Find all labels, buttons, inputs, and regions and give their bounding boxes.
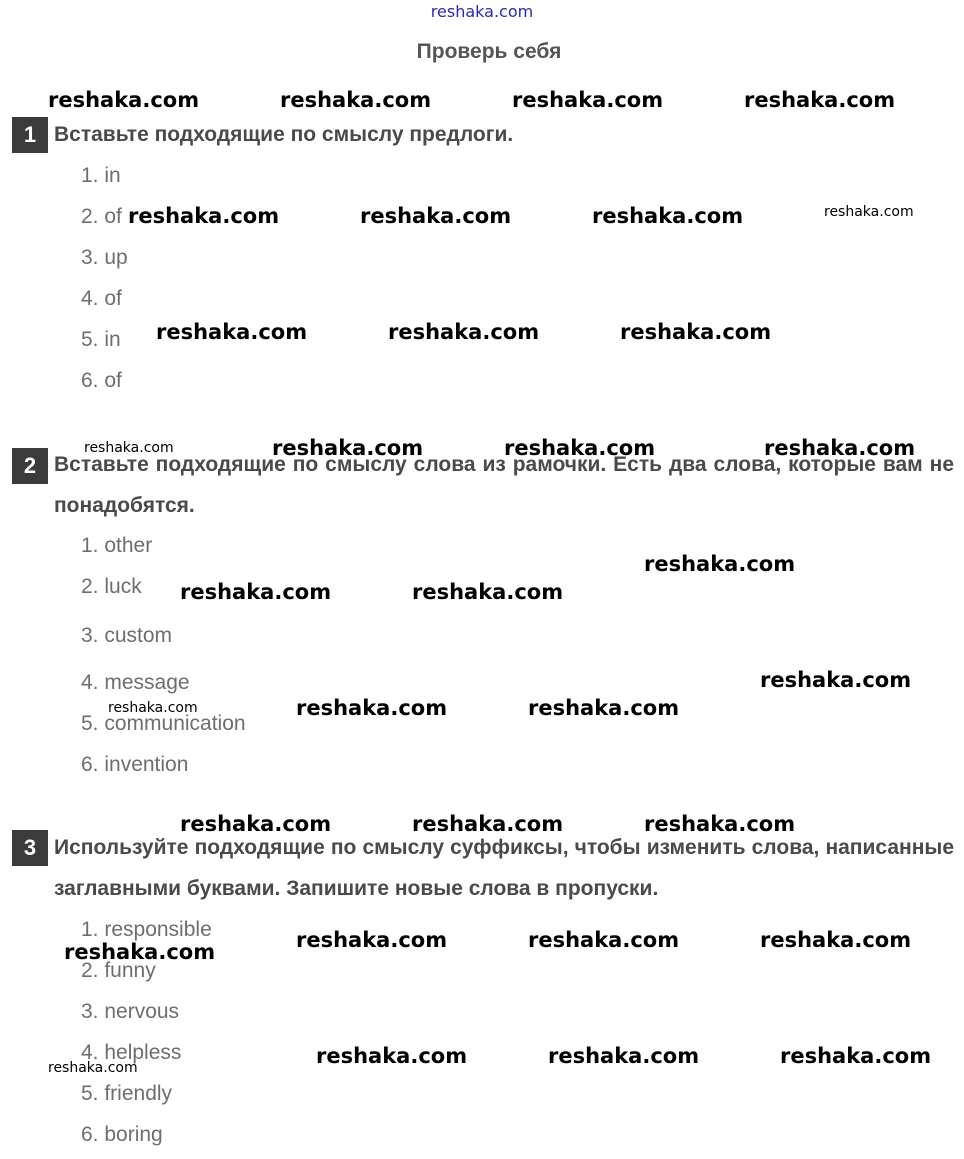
site-link[interactable]: reshaka.com	[430, 2, 534, 21]
answer-item: 5. communication	[81, 712, 246, 735]
answer-item: 3. nervous	[81, 1000, 180, 1023]
page-title: Проверь себя	[416, 40, 562, 63]
watermark: reshaka.com	[280, 88, 432, 112]
task-instruction: Вставьте подходящие по смыслу слова из рамочки. Есть два слова, которые вам не понадобятся.	[54, 453, 954, 517]
answer-item: 6. boring	[81, 1123, 163, 1146]
answer-item: 1. in	[81, 164, 121, 187]
watermark: reshaka.com	[360, 204, 512, 228]
answer-item: 2. luck	[81, 575, 142, 598]
answer-item: 4. of	[81, 287, 122, 310]
watermark: reshaka.com	[48, 1060, 138, 1076]
watermark: reshaka.com	[744, 88, 896, 112]
watermark: reshaka.com	[644, 552, 796, 576]
watermark: reshaka.com	[128, 204, 280, 228]
watermark: reshaka.com	[180, 812, 332, 836]
watermark: reshaka.com	[764, 436, 916, 460]
answer-item: 3. up	[81, 246, 128, 269]
answer-item: 4. helpless	[81, 1041, 182, 1064]
task-instruction: Вставьте подходящие по смыслу предлоги.	[54, 123, 514, 146]
watermark: reshaka.com	[528, 928, 680, 952]
watermark: reshaka.com	[760, 928, 912, 952]
watermark: reshaka.com	[296, 696, 448, 720]
watermark: reshaka.com	[780, 1044, 932, 1068]
watermark: reshaka.com	[156, 320, 308, 344]
answer-item: 1. responsible	[81, 918, 212, 941]
watermark: reshaka.com	[412, 812, 564, 836]
watermark: reshaka.com	[48, 88, 200, 112]
task-number-badge: 3	[12, 830, 48, 866]
watermark: reshaka.com	[108, 700, 198, 716]
watermark: reshaka.com	[272, 436, 424, 460]
answer-item: 5. in	[81, 328, 121, 351]
watermark: reshaka.com	[504, 436, 656, 460]
answer-item: 6. of	[81, 369, 122, 392]
watermark: reshaka.com	[620, 320, 772, 344]
watermark: reshaka.com	[512, 88, 664, 112]
task-instruction: Используйте подходящие по смыслу суффиксы, чтобы изменить слова, написанные заглавными буквами. Запишите новые слова в пропуски.	[54, 836, 954, 900]
watermark: reshaka.com	[388, 320, 540, 344]
task-number-badge: 1	[12, 117, 48, 153]
answer-item: 4. message	[81, 671, 190, 694]
answer-item: 3. custom	[81, 624, 173, 647]
task-number-badge: 2	[12, 448, 48, 484]
watermark: reshaka.com	[824, 204, 914, 220]
answer-item: 6. invention	[81, 753, 189, 776]
watermark: reshaka.com	[64, 940, 216, 964]
watermark: reshaka.com	[296, 928, 448, 952]
answer-item: 5. friendly	[81, 1082, 173, 1105]
watermark: reshaka.com	[412, 580, 564, 604]
watermark: reshaka.com	[180, 580, 332, 604]
answer-item: 1. other	[81, 534, 153, 557]
answer-item: 2. of	[81, 205, 122, 228]
watermark: reshaka.com	[528, 696, 680, 720]
watermark: reshaka.com	[316, 1044, 468, 1068]
watermark: reshaka.com	[84, 440, 174, 456]
watermark: reshaka.com	[760, 668, 912, 692]
answer-item: 2. funny	[81, 959, 156, 982]
watermark: reshaka.com	[644, 812, 796, 836]
watermark: reshaka.com	[592, 204, 744, 228]
watermark: reshaka.com	[548, 1044, 700, 1068]
